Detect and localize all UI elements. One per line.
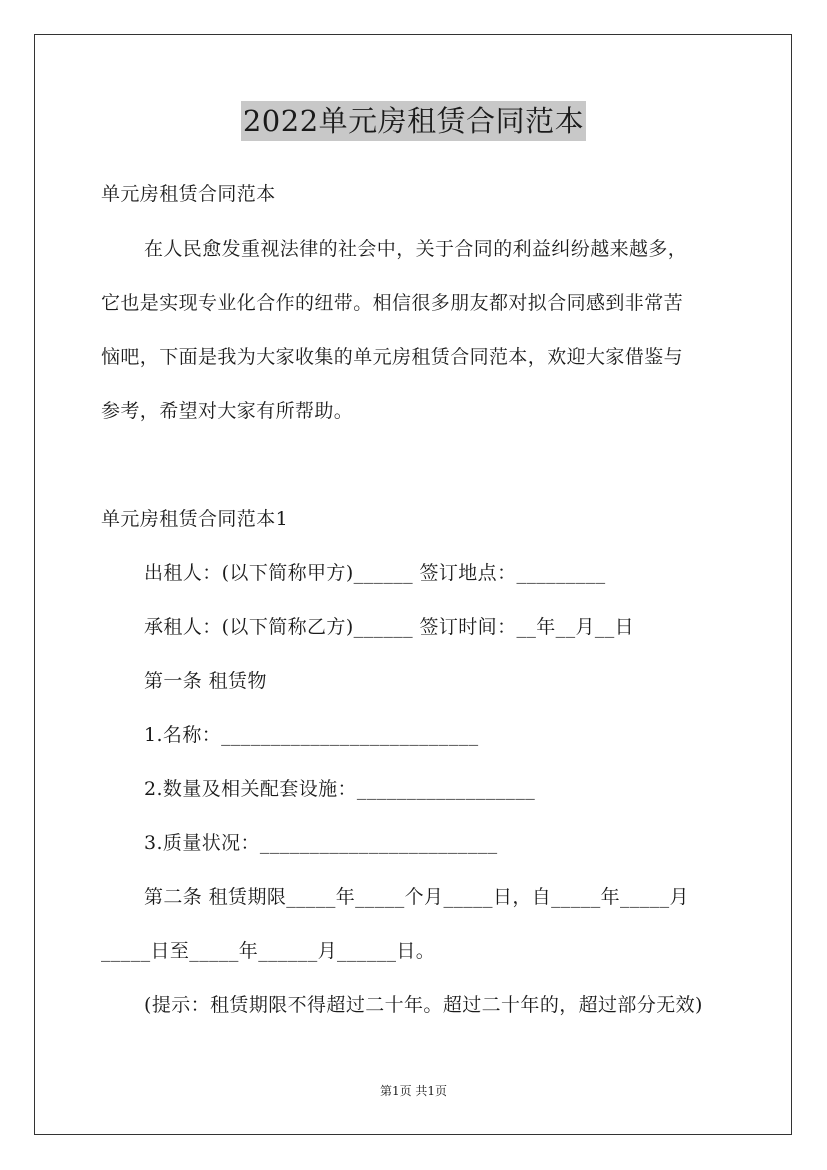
- article-2-line-1: 第二条 租赁期限_____年_____个月_____日，自_____年_____月: [144, 886, 689, 908]
- lessee-line: 承租人：(以下简称乙方)______ 签订时间：__年__月__日: [144, 616, 635, 638]
- item-quantity-line: 2.数量及相关配套设施：__________________: [144, 778, 536, 800]
- intro-line-4: 参考，希望对大家有所帮助。: [101, 400, 354, 422]
- intro-line-2: 它也是实现专业化合作的纽带。相信很多朋友都对拟合同感到非常苦: [101, 292, 684, 314]
- lease-term-note: (提示：租赁期限不得超过二十年。超过二十年的，超过部分无效): [144, 994, 703, 1016]
- article-2-line-2: _____日至_____年______月______日。: [101, 940, 436, 962]
- lessor-line: 出租人：(以下简称甲方)______ 签订地点：_________: [144, 562, 606, 584]
- item-quality-line: 3.质量状况：________________________: [144, 832, 498, 854]
- document-title: 2022单元房租赁合同范本: [241, 101, 586, 141]
- document-subtitle: 单元房租赁合同范本: [101, 183, 276, 205]
- page-footer: 第1页 共1页: [379, 1084, 448, 1098]
- intro-line-3: 恼吧，下面是我为大家收集的单元房租赁合同范本，欢迎大家借鉴与: [101, 346, 684, 368]
- title-container: [0, 101, 827, 141]
- intro-line-1: 在人民愈发重视法律的社会中，关于合同的利益纠纷越来越多，: [144, 238, 688, 260]
- section-heading: 单元房租赁合同范本1: [101, 508, 289, 530]
- article-1-heading: 第一条 租赁物: [144, 670, 267, 692]
- item-name-line: 1.名称：__________________________: [144, 724, 479, 746]
